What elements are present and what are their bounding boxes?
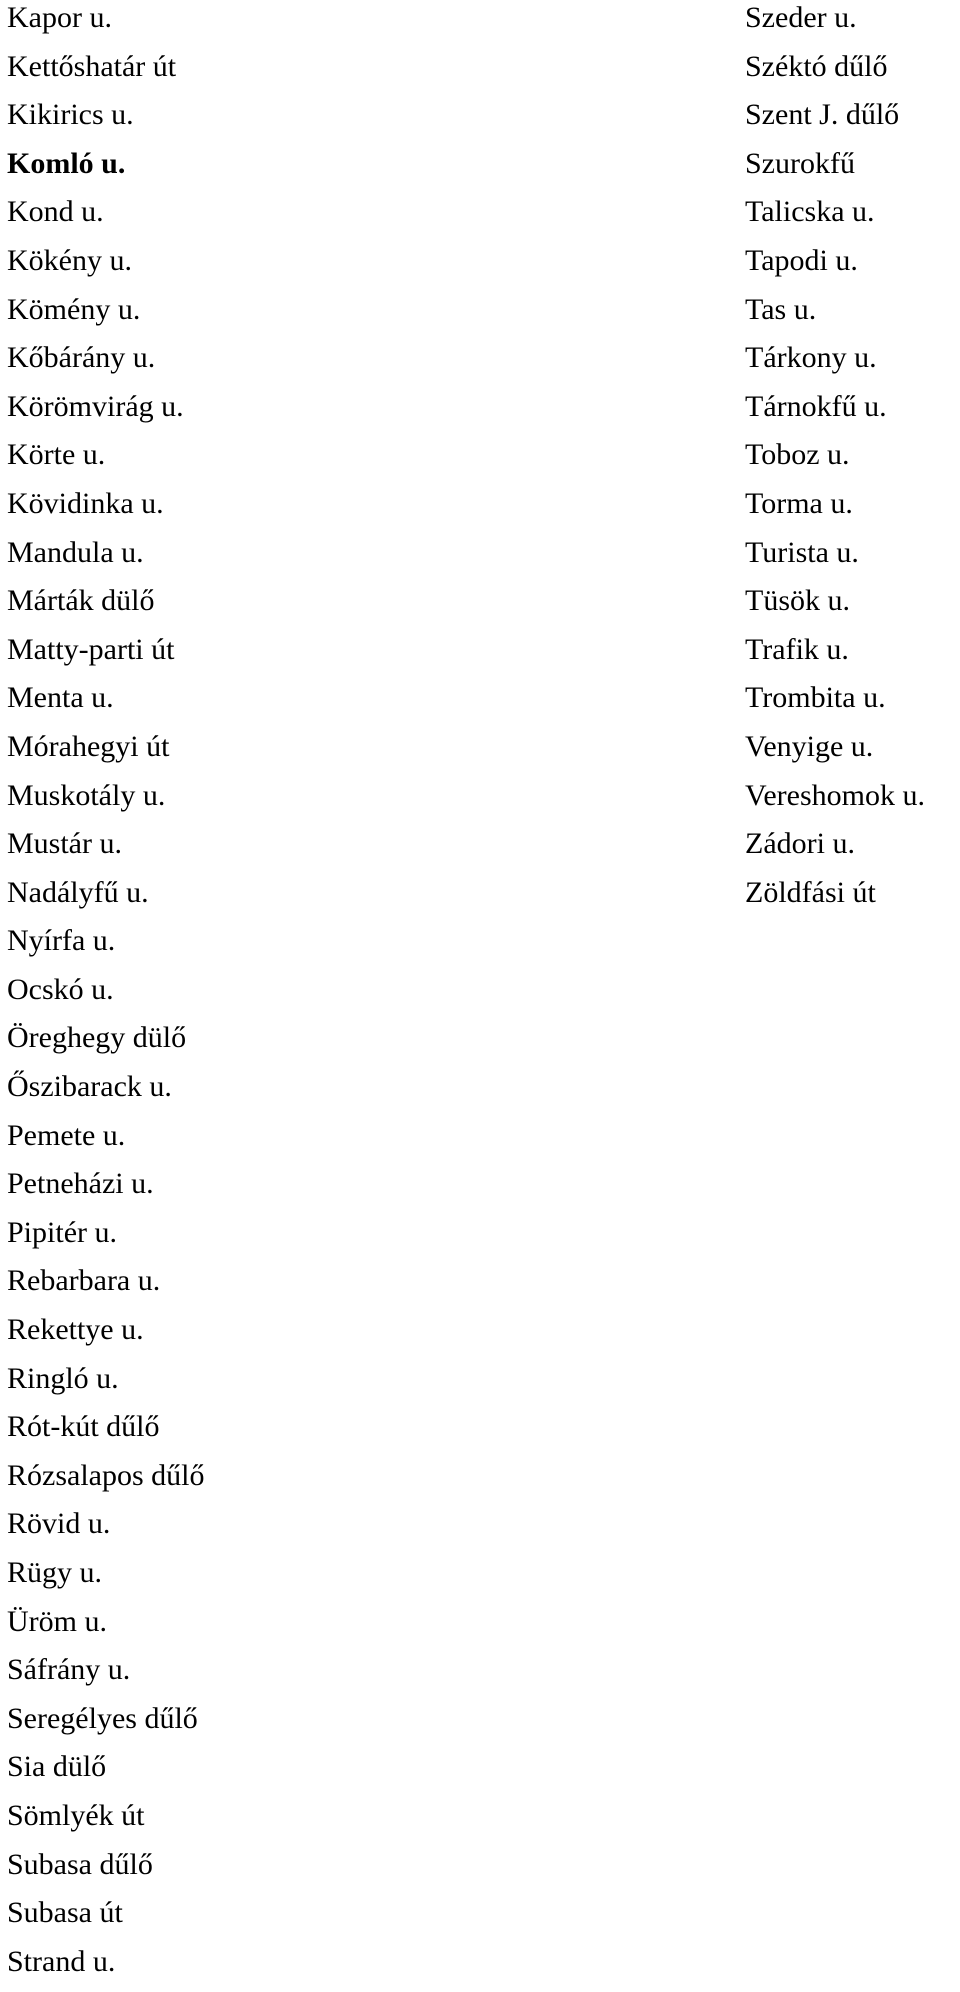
street-name: Rövid u. (7, 1507, 111, 1541)
street-name: Trombita u. (745, 681, 886, 715)
street-name: Szurokfű (745, 146, 855, 180)
street-name: Rügy u. (7, 1556, 103, 1589)
street-name: Zádori u. (745, 827, 855, 861)
street-name: Venyige u. (745, 729, 874, 763)
street-name: Torma u. (745, 486, 853, 520)
street-name: Tárnokfű u. (745, 389, 887, 423)
street-name: Rekettye u. (7, 1313, 144, 1347)
street-name: Kond u. (7, 195, 104, 229)
street-name: Tapodi u. (745, 243, 858, 277)
street-name: Nadályfű u. (7, 875, 149, 909)
street-name: Üröm u. (7, 1604, 107, 1638)
street-name: Kikirics u. (7, 98, 134, 132)
street-name: Márták dülő (7, 584, 155, 618)
street-name: Talicska u. (745, 195, 875, 229)
street-name: Petneházi u. (7, 1167, 154, 1201)
street-name: Kőbárány u. (7, 341, 156, 375)
street-name: Turista u. (745, 535, 859, 569)
street-name: Nyírfa u. (7, 924, 116, 958)
street-name: Pipitér u. (7, 1215, 117, 1249)
street-name: Rózsalapos dűlő (7, 1458, 205, 1492)
street-name: Sömlyék út (7, 1798, 145, 1832)
street-name: Trafik u. (745, 632, 849, 666)
street-name: Széktó dűlő (745, 49, 888, 83)
street-name: Öreghegy dülő (7, 1021, 187, 1055)
street-name: Mustár u. (7, 827, 122, 861)
street-name: Muskotály u. (7, 778, 166, 812)
street-name: Seregélyes dűlő (7, 1701, 198, 1735)
street-name: Pemete u. (7, 1118, 126, 1152)
street-name: Matty-parti út (7, 632, 175, 666)
street-name: Kapor u. (7, 1, 112, 34)
street-name: Mórahegyi út (7, 729, 170, 763)
street-name: Toboz u. (745, 438, 850, 472)
street-name: Körömvirág u. (7, 389, 184, 423)
street-name: Vereshomok u. (745, 778, 925, 812)
street-name: Tüsök u. (745, 584, 850, 618)
street-name: Ringló u. (7, 1361, 119, 1395)
street-name: Őszibarack u. (7, 1070, 172, 1104)
street-name: Rebarbara u. (7, 1264, 161, 1298)
street-name: Subasa út (7, 1896, 123, 1930)
street-name: Subasa dűlő (7, 1847, 153, 1881)
street-name: Kökény u. (7, 243, 132, 277)
street-name: Sáfrány u. (7, 1653, 131, 1687)
street-name: Szent J. dűlő (745, 98, 900, 132)
street-name: Kömény u. (7, 292, 141, 326)
street-name: Tárkony u. (745, 341, 877, 375)
street-name: Komló u. (7, 146, 126, 180)
street-list-left-column (7, 0, 204, 1992)
street-name: Menta u. (7, 681, 114, 715)
street-name: Kövidinka u. (7, 486, 164, 520)
street-list-right-column (745, 0, 925, 923)
street-name: Strand u. (7, 1944, 116, 1978)
street-name: Szeder u. (745, 1, 857, 34)
street-name: Sia dülő (7, 1750, 107, 1784)
street-name: Ocskó u. (7, 972, 114, 1006)
street-name: Kettőshatár út (7, 49, 177, 83)
street-name: Zöldfási út (745, 875, 876, 909)
street-name: Tas u. (745, 292, 817, 326)
street-name: Mandula u. (7, 535, 144, 569)
street-name: Rót-kút dűlő (7, 1410, 160, 1444)
street-name: Körte u. (7, 438, 106, 472)
